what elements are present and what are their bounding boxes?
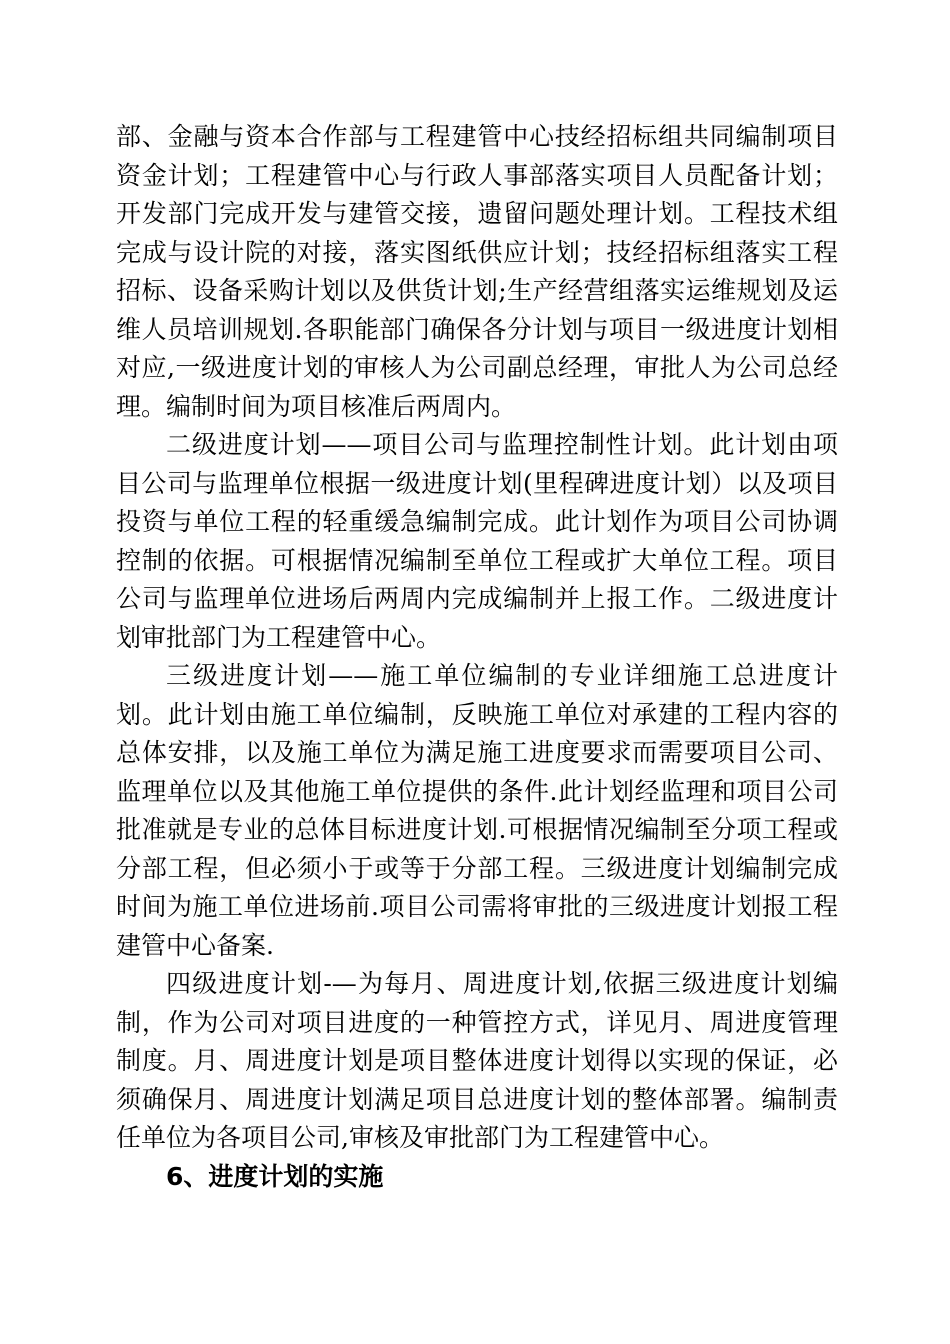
document-body [116,118,838,1196]
paragraph-1: 部、金融与资本合作部与工程建管中心技经招标组共同编制项目资金计划；工程建管中心与行政人事部落实项目人员配备计划；开发部门完成开发与建管交接，遗留问题处理计划。工程技术组完成与设计院的对接，落实图纸供应计划；技经招标组落实工程招标、设备采购计划以及供货计划;生产经营组落实运维规划及运维人员培训规划.各职能部门确保各分计划与项目一级进度计划相对应,一级进度计划的审核人为公司副总经理，审批人为公司总经理。编制时间为项目核准后两周内。 [116,122,838,421]
paragraph-2: 二级进度计划——项目公司与监理控制性计划。此计划由项目公司与监理单位根据一级进度计划(里程碑进度计划）以及项目投资与单位工程的轻重缓急编制完成。此计划作为项目公司协调控制的依据。可根据情况编制至单位工程或扩大单位工程。项目公司与监理单位进场后两周内完成编制并上报工作。二级进度计划审批部门为工程建管中心。 [116,430,838,652]
section-heading: 6、进度计划的实施 [166,1161,384,1191]
paragraph-4: 四级进度计划-—为每月、周进度计划,依据三级进度计划编制，作为公司对项目进度的一种管控方式，详见月、周进度管理制度。月、周进度计划是项目整体进度计划得以实现的保证，必须确保月、周进度计划满足项目总进度计划的整体部署。编制责任单位为各项目公司,审核及审批部门为工程建管中心。 [116,969,838,1152]
paragraph-3: 三级进度计划——施工单位编制的专业详细施工总进度计划。此计划由施工单位编制，反映施工单位对承建的工程内容的总体安排，以及施工单位为满足施工进度要求而需要项目公司、监理单位以及其他施工单位提供的条件.此计划经监理和项目公司批准就是专业的总体目标进度计划.可根据情况编制至分项工程或分部工程，但必须小于或等于分部工程。三级进度计划编制完成时间为施工单位进场前.项目公司需将审批的三级进度计划报工程建管中心备案. [116,661,838,960]
